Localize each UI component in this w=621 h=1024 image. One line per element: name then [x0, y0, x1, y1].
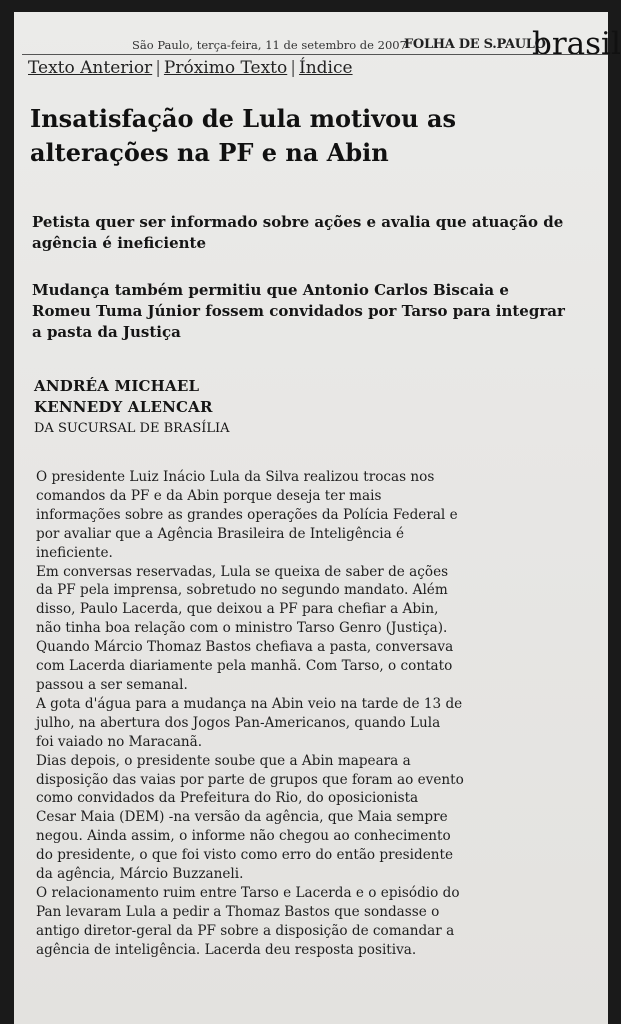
article-subheadline: Petista quer ser informado sobre ações e avalia que atuação de agência é ineficiente: [32, 213, 564, 252]
author-name: ANDRÉA MICHAEL: [34, 377, 200, 395]
next-text-link[interactable]: Próximo Texto: [163, 58, 288, 78]
body-line: com Lacerda diariamente pela manhã. Com Tarso, o contato: [36, 658, 453, 675]
masthead-divider: [22, 54, 608, 55]
body-line: da PF pela imprensa, sobretudo no segundo mandato. Além: [36, 582, 448, 599]
body-line: por avaliar que a Agência Brasileira de Inteligência é: [36, 525, 405, 542]
body-line: foi vaiado no Maracanã.: [36, 733, 203, 750]
byline: [34, 376, 230, 439]
bureau-label: DA SUCURSAL DE BRASÍLIA: [34, 421, 230, 436]
newspaper-name: FOLHA DE S.PAULO: [404, 37, 546, 52]
body-line: O relacionamento ruim entre Tarso e Lacerda e o episódio do: [36, 884, 460, 901]
article-subheadline-secondary: Mudança também permitiu que Antonio Carlos Biscaia e Romeu Tuma Júnior fossem convidados por Tarso para integrar a pasta da Justiça: [32, 281, 565, 341]
index-link[interactable]: Índice: [298, 58, 353, 78]
author-name: KENNEDY ALENCAR: [34, 398, 213, 416]
body-line: comandos da PF e da Abin porque deseja ter mais: [36, 487, 382, 504]
nav-separator: |: [155, 58, 161, 78]
body-line: do presidente, o que foi visto como erro do então presidente: [36, 847, 454, 864]
body-line: passou a ser semanal.: [36, 676, 188, 693]
body-line: Em conversas reservadas, Lula se queixa de saber de ações: [36, 563, 449, 580]
previous-text-link[interactable]: Texto Anterior: [28, 58, 153, 78]
article-body: [36, 468, 546, 960]
body-line: disposição das vaias por parte de grupos que foram ao evento: [36, 771, 464, 788]
body-line: A gota d'água para a mudança na Abin veio na tarde de 13 de: [36, 695, 463, 712]
body-line: Pan levaram Lula a pedir a Thomaz Bastos que sondasse o: [36, 903, 440, 920]
nav-separator: |: [290, 58, 296, 78]
body-line: da agência, Márcio Buzzaneli.: [36, 866, 244, 883]
article-headline: Insatisfação de Lula motivou as alterações na PF e na Abin: [30, 104, 457, 167]
newspaper-page: [14, 12, 621, 1024]
body-line: Cesar Maia (DEM) -na versão da agência, que Maia sempre: [36, 809, 448, 826]
body-line: informações sobre as grandes operações da Polícia Federal e: [36, 506, 458, 523]
body-line: ineficiente.: [36, 544, 113, 561]
body-line: como convidados da Prefeitura do Rio, do oposicionista: [36, 790, 419, 807]
body-line: Quando Márcio Thomaz Bastos chefiava a pasta, conversava: [36, 639, 454, 656]
body-line: Dias depois, o presidente soube que a Abin mapeara a: [36, 752, 411, 769]
body-line: não tinha boa relação com o ministro Tarso Genro (Justiça).: [36, 620, 448, 637]
body-line: julho, na abertura dos Jogos Pan-Americanos, quando Lula: [36, 714, 441, 731]
body-line: agência de inteligência. Lacerda deu resposta positiva.: [36, 941, 417, 958]
body-line: O presidente Luiz Inácio Lula da Silva realizou trocas nos: [36, 469, 435, 485]
article-navigation: [28, 58, 353, 78]
body-line: negou. Ainda assim, o informe não chegou ao conhecimento: [36, 828, 451, 845]
body-line: disso, Paulo Lacerda, que deixou a PF para chefiar a Abin,: [36, 601, 439, 618]
section-name: brasil: [532, 26, 621, 62]
dateline: São Paulo, terça-feira, 11 de setembro de 2007: [132, 38, 407, 52]
body-line: antigo diretor-geral da PF sobre a disposição de comandar a: [36, 922, 455, 939]
